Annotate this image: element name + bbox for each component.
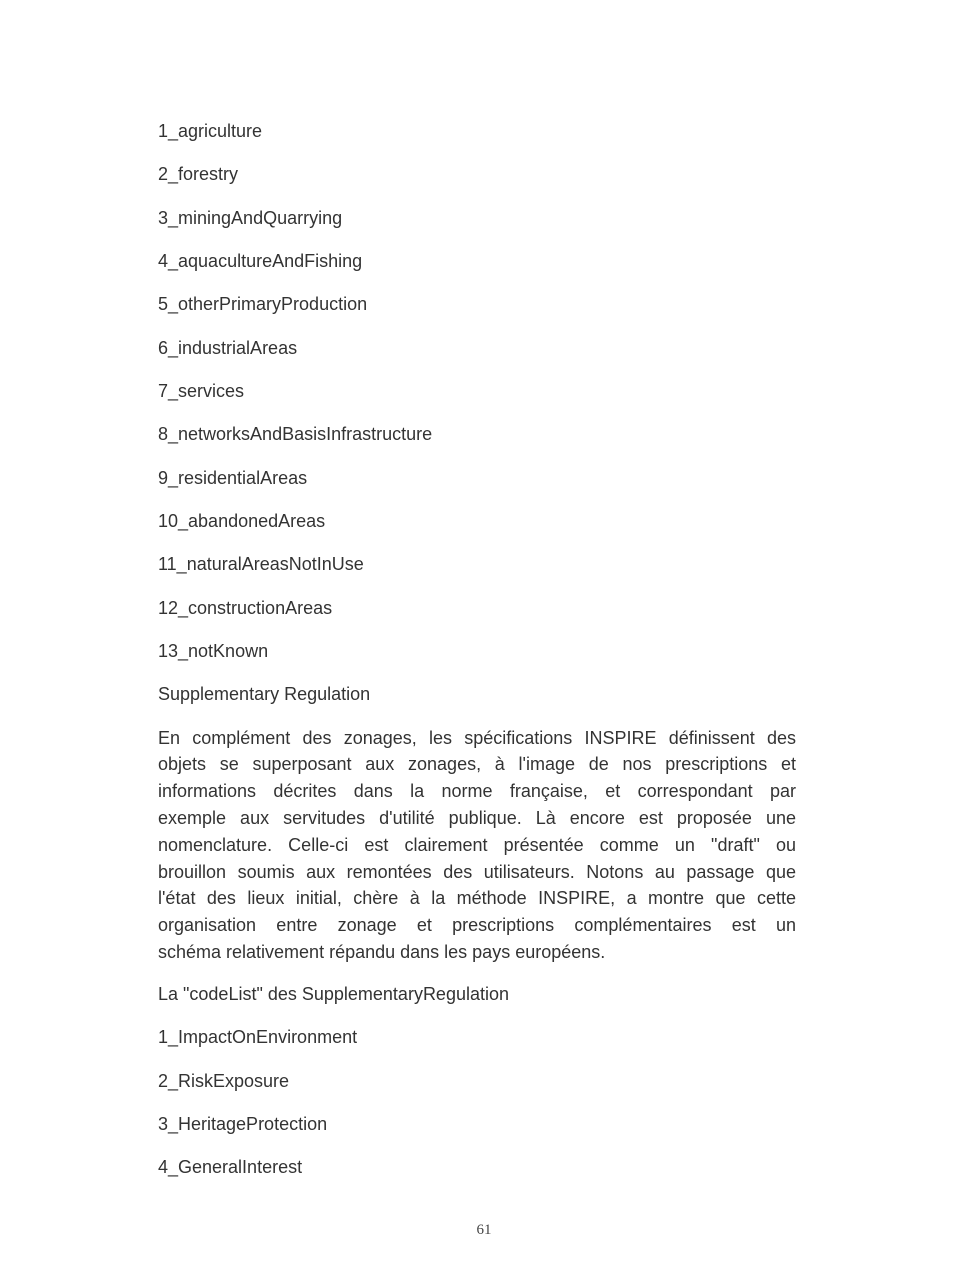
- list-item: 8_networksAndBasisInfrastructure: [158, 424, 433, 445]
- list-item: 6_industrialAreas: [158, 337, 298, 358]
- land-use-list: [158, 118, 796, 725]
- list-item: 10_abandonedAreas: [158, 510, 326, 531]
- list-item: La "codeList" des SupplementaryRegulation: [158, 984, 509, 1004]
- list-item: 2_forestry: [158, 164, 239, 185]
- list-item: 11_naturalAreasNotInUse: [158, 554, 364, 575]
- list-item: Supplementary Regulation: [158, 684, 371, 705]
- list-item: 9_residentialAreas: [158, 467, 308, 488]
- list-item: 2_RiskExposure: [158, 1070, 290, 1091]
- paragraph-line: schéma relativement répandu dans les pays européens.: [158, 941, 606, 962]
- paragraph-line: nomenclature. Celle-ci est clairement présentée comme un "draft" ou: [158, 834, 796, 855]
- supplementary-list: [158, 981, 796, 1198]
- paragraph-line: exemple aux servitudes d'utilité publique. Là encore est proposée une: [158, 807, 796, 828]
- list-item: 7_services: [158, 380, 245, 401]
- paragraph-line: objets se superposant aux zonages, à l'image de nos prescriptions et: [158, 754, 796, 775]
- paragraph-line: informations décrites dans la norme française, et correspondant par: [158, 781, 796, 802]
- list-item: 4_aquacultureAndFishing: [158, 250, 363, 271]
- paragraph-line: brouillon soumis aux remontées des utilisateurs. Notons au passage que: [158, 861, 796, 882]
- paragraph-line: l'état des lieux initial, chère à la méthode INSPIRE, a montre que cette: [158, 888, 796, 909]
- list-item: 1_agriculture: [158, 121, 263, 141]
- body-paragraph: [158, 725, 796, 966]
- list-item: 13_notKnown: [158, 640, 269, 661]
- list-item: 4_GeneralInterest: [158, 1157, 303, 1178]
- list-item: 5_otherPrimaryProduction: [158, 294, 368, 315]
- list-item: 3_miningAndQuarrying: [158, 207, 343, 228]
- list-item: 1_ImpactOnEnvironment: [158, 1027, 358, 1048]
- page-number: 61: [476, 1222, 492, 1238]
- list-item: 3_HeritageProtection: [158, 1113, 328, 1134]
- paragraph-line: En complément des zonages, les spécifications INSPIRE définissent des: [158, 727, 796, 748]
- paragraph-line: organisation entre zonage et prescriptions complémentaires est un: [158, 915, 796, 936]
- list-item: 12_constructionAreas: [158, 597, 333, 618]
